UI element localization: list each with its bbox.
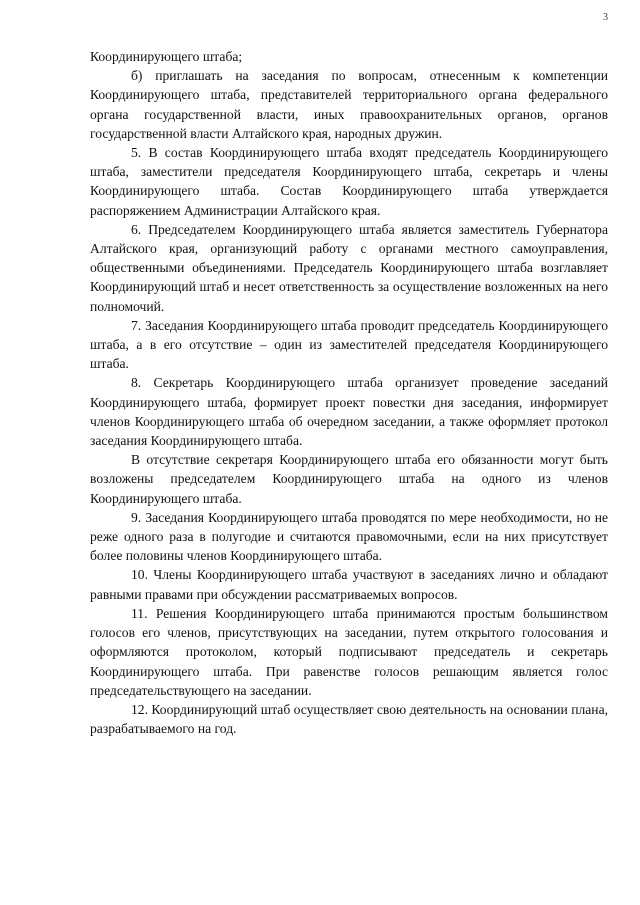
paragraph: Координирующего штаба; [90, 49, 243, 64]
paragraph: 12. Координирующий штаб осуществляет свою деятельность на основании плана, разрабатываемого на год. [90, 701, 608, 737]
paragraph: 8. Секретарь Координирующего штаба организует проведение заседаний Координирующего штаба, формирует проект повестки дня заседания, информирует членов Координирующего штаба об очередном заседании, а также оформляет протокол заседания Координирующего штаба. [90, 375, 608, 449]
paragraph: б) приглашать на заседания по вопросам, отнесенным к компетенции Координирующего штаба, представителей территориального органа федерального органа государственной власти, иных правоохранительных органов, органов государственной власти Алтайского края, народных дружин. [90, 68, 608, 141]
paragraph: 5. В состав Координирующего штаба входят председатель Координирующего штаба, заместители председателя Координирующего штаба, секретарь и члены Координирующего штаба. Состав Координирующего штаба утверждается распоряжением Администрации Алтайского края. [90, 145, 608, 218]
paragraph: 9. Заседания Координирующего штаба проводятся по мере необходимости, но не реже одного раза в полугодие и считаются правомочными, если на них присутствует более половины членов Координирующего штаба. [90, 509, 608, 564]
paragraph: 11. Решения Координирующего штаба принимаются простым большинством голосов его членов, присутствующих на заседании, путем открытого голосования и оформляются протоколом, который подписывают председатель и секретарь Координирующего штаба. При равенстве голосов решающим является голос председательствующего на заседании. [90, 605, 608, 698]
paragraph: 10. Члены Координирующего штаба участвуют в заседаниях лично и обладают равными правами при обсуждении рассматриваемых вопросов. [90, 567, 608, 602]
paragraph: 6. Председателем Координирующего штаба является заместитель Губернатора Алтайского края, организующий работу с органами местного самоуправления, общественными объединениями. Председатель Координирующего штаба возглавляет Координирующий штаб и несет ответственность за осуществление возложенных на него полномочий. [90, 221, 608, 314]
paragraph: 7. Заседания Координирующего штаба проводит председатель Координирующего штаба, а в его отсутствие – один из заместителей председателя Координирующего штаба. [90, 317, 608, 372]
paragraph: В отсутствие секретаря Координирующего штаба его обязанности могут быть возложены председателем Координирующего штаба на одного из членов Координирующего штаба. [90, 452, 608, 506]
page-number: 3 [603, 12, 608, 23]
document-body [90, 47, 608, 738]
